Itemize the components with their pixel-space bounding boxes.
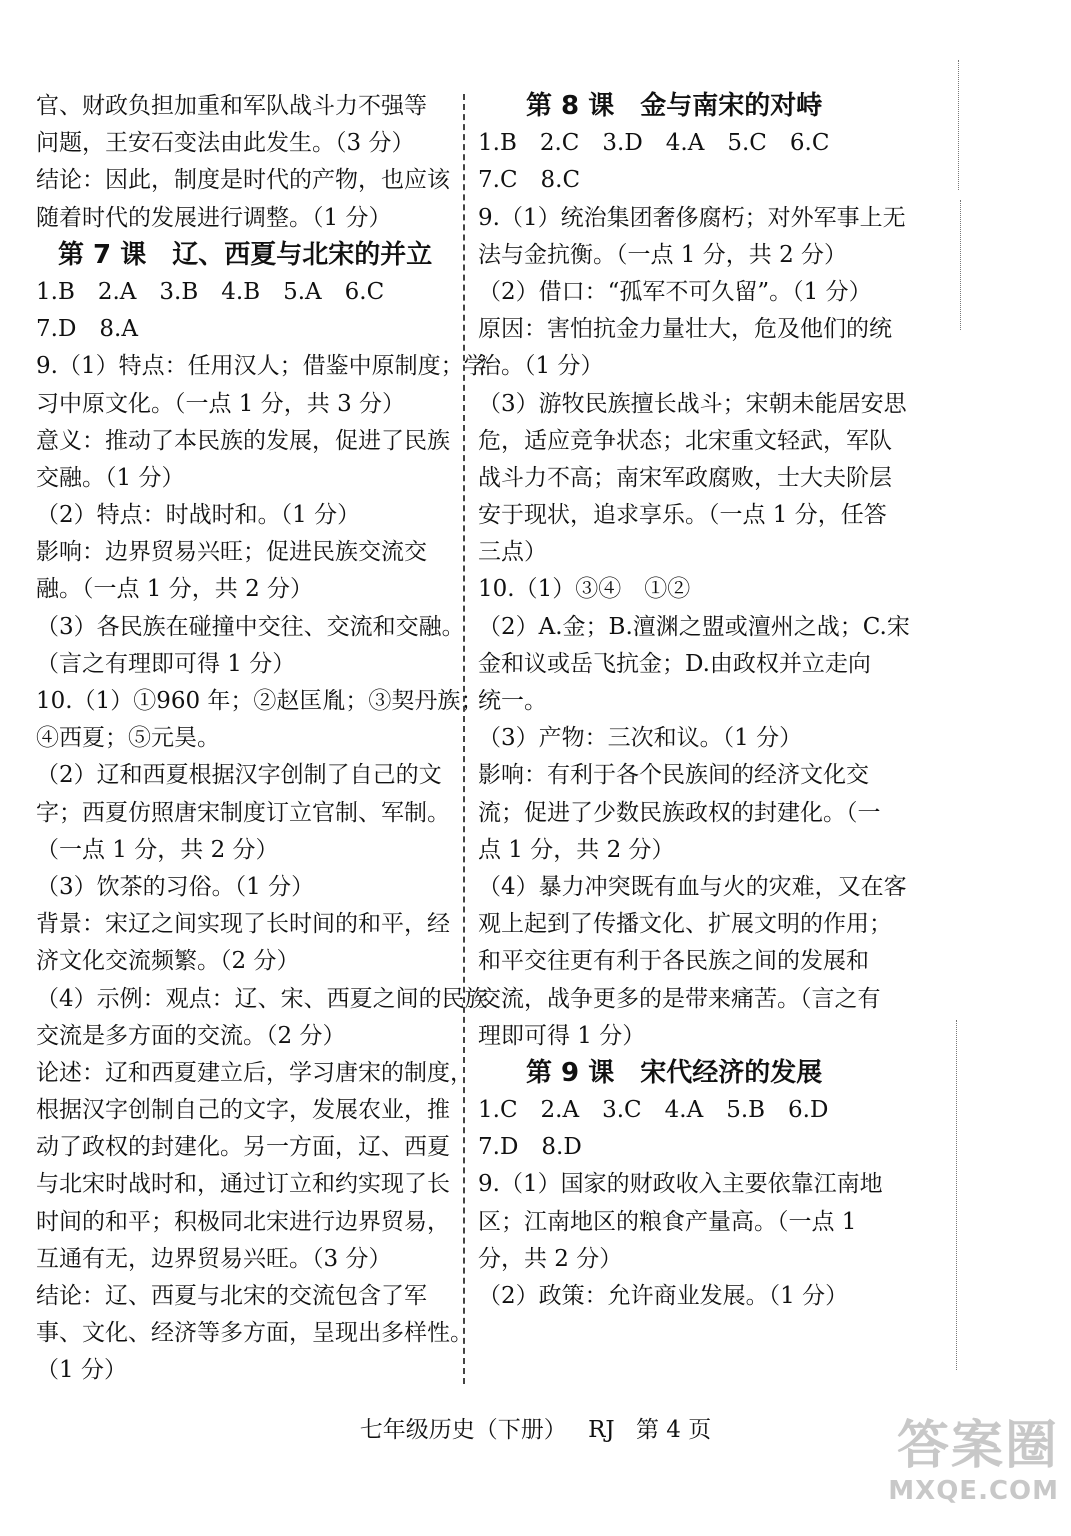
answer-line: （1 分） bbox=[36, 1357, 127, 1384]
answer-line: 时间的和平；积极同北宋进行边界贸易， bbox=[36, 1208, 450, 1235]
answer-line: 金和议或岳飞抗金；D.由政权并立走向 bbox=[478, 650, 871, 677]
answer-line: （2）辽和西夏根据汉字创制了自己的文 bbox=[36, 762, 442, 789]
answer-line: 10.（1）③④ ①② bbox=[478, 576, 691, 603]
answer-line: （2）特点：时战时和。（1 分） bbox=[36, 502, 361, 529]
answer-line: （3）各民族在碰撞中交往、交流和交融。 bbox=[36, 613, 465, 640]
answer-line: 理即可得 1 分） bbox=[478, 1022, 646, 1049]
lesson-heading: 第 7 课 辽、西夏与北宋的并立 bbox=[58, 239, 433, 270]
answer-line: （2）借口：“孤军不可久留”。（1 分） bbox=[478, 278, 872, 305]
watermark-logo bbox=[869, 1416, 1059, 1526]
answer-line: 影响：有利于各个民族间的经济文化交 bbox=[478, 762, 869, 789]
answer-line: 7.D 8.D bbox=[478, 1134, 582, 1161]
answer-line: 点 1 分，共 2 分） bbox=[478, 836, 675, 863]
answer-line: 10.（1）①960 年；②赵匡胤；③契丹族； bbox=[36, 688, 484, 714]
answer-line: 和平交往更有利于各民族之间的发展和 bbox=[478, 948, 869, 975]
page-edge-line bbox=[956, 1020, 957, 1370]
column-divider bbox=[463, 94, 465, 1384]
watermark-domain: MXQE.COM bbox=[888, 1476, 1059, 1506]
answer-line: 7.D 8.A bbox=[36, 316, 138, 343]
answer-line: 官、财政负担加重和军队战斗力不强等 bbox=[36, 93, 427, 119]
answer-line: 法与金抗衡。（一点 1 分，共 2 分） bbox=[478, 241, 848, 268]
answer-line: 7.C 8.C bbox=[478, 167, 581, 194]
answer-line: 流；促进了少数民族政权的封建化。（一 bbox=[478, 799, 881, 826]
answer-line: 结论：辽、西夏与北宋的交流包含了军 bbox=[36, 1283, 427, 1309]
answer-line: 9.（1）国家的财政收入主要依靠江南地 bbox=[478, 1171, 883, 1198]
answer-line: （3）游牧民族擅长战斗；宋朝未能居安思 bbox=[478, 390, 907, 417]
answer-line: 问题，王安石变法由此发生。（3 分） bbox=[36, 130, 415, 157]
answer-line: 9.（1）特点：任用汉人；借鉴中原制度；学 bbox=[36, 353, 487, 380]
page-edge-line bbox=[960, 200, 961, 330]
answer-line: 1.B 2.A 3.B 4.B 5.A 6.C bbox=[36, 278, 385, 305]
left-column bbox=[36, 88, 488, 1390]
answer-line: 交流，战争更多的是带来痛苦。（言之有 bbox=[478, 985, 881, 1012]
answer-line: 随着时代的发展进行调整。（1 分） bbox=[36, 204, 392, 231]
answer-line: 安于现状，追求享乐。（一点 1 分，任答 bbox=[478, 502, 887, 529]
answer-line: 9.（1）统治集团奢侈腐朽；对外军事上无 bbox=[478, 204, 906, 231]
answer-line: 根据汉字创制自己的文字，发展农业，推 bbox=[36, 1097, 450, 1124]
answer-line: 与北宋时战时和，通过订立和约实现了长 bbox=[36, 1171, 450, 1198]
answer-line: 观上起到了传播文化、扩展文明的作用； bbox=[478, 911, 892, 938]
answer-line: 济文化交流频繁。（2 分） bbox=[36, 948, 300, 975]
answer-line: 1.B 2.C 3.D 4.A 5.C 6.C bbox=[478, 130, 830, 157]
answer-line: 交融。（1 分） bbox=[36, 464, 185, 491]
answer-line: 分，共 2 分） bbox=[478, 1245, 623, 1272]
answer-line: （2）政策：允许商业发展。（1 分） bbox=[478, 1283, 849, 1309]
answer-line: 意义：推动了本民族的发展，促进了民族 bbox=[36, 427, 450, 454]
answer-line: 治。（1 分） bbox=[478, 353, 604, 380]
answer-line: （4）暴力冲突既有血与火的灾难，又在客 bbox=[478, 873, 907, 900]
answer-line: 背景：宋辽之间实现了长时间的和平，经 bbox=[36, 911, 450, 938]
answer-line: 事、文化、经济等多方面，呈现出多样性。 bbox=[36, 1320, 473, 1347]
answer-line: 融。（一点 1 分，共 2 分） bbox=[36, 576, 314, 603]
answer-line: 区；江南地区的粮食产量高。（一点 1 bbox=[478, 1208, 857, 1235]
answer-line: （言之有理即可得 1 分） bbox=[36, 650, 296, 677]
right-column bbox=[478, 88, 910, 1315]
answer-line: （3）产物：三次和议。（1 分） bbox=[478, 725, 803, 752]
page-edge-line bbox=[958, 60, 959, 190]
answer-line: 结论：因此，制度是时代的产物，也应该 bbox=[36, 167, 450, 194]
answer-line: 论述：辽和西夏建立后，学习唐宋的制度， bbox=[36, 1059, 473, 1086]
answer-line: 影响：边界贸易兴旺；促进民族交流交 bbox=[36, 539, 427, 566]
footer-page-number: 第 4 页 bbox=[635, 1417, 712, 1443]
answer-line: 统一。 bbox=[478, 688, 547, 714]
answer-line: 三点） bbox=[478, 539, 547, 566]
answer-line: 交流是多方面的交流。（2 分） bbox=[36, 1022, 346, 1049]
answer-line: 动了政权的封建化。另一方面，辽、西夏 bbox=[36, 1134, 450, 1161]
answer-line: 习中原文化。（一点 1 分，共 3 分） bbox=[36, 390, 406, 417]
answer-line: （2）A.金；B.澶渊之盟或澶州之战；C.宋 bbox=[478, 613, 910, 640]
answer-line: 互通有无，边界贸易兴旺。（3 分） bbox=[36, 1245, 392, 1272]
footer-edition: RJ bbox=[588, 1417, 615, 1443]
answer-line: 战斗力不高；南宋军政腐败，士大夫阶层 bbox=[478, 464, 892, 491]
lesson-heading: 第 8 课 金与南宋的对峙 bbox=[526, 91, 823, 121]
answer-line: ④西夏；⑤元昊。 bbox=[36, 725, 220, 752]
answer-line: （3）饮茶的习俗。（1 分） bbox=[36, 873, 315, 900]
footer-book-title: 七年级历史（下册） bbox=[359, 1417, 567, 1443]
answer-line: 危，适应竞争状态；北宋重文轻武，军队 bbox=[478, 427, 892, 454]
answer-line: 原因：害怕抗金力量壮大，危及他们的统 bbox=[478, 316, 892, 343]
answer-line: 1.C 2.A 3.C 4.A 5.B 6.D bbox=[478, 1097, 829, 1124]
answer-line: （4）示例：观点：辽、宋、西夏之间的民族 bbox=[36, 985, 488, 1012]
lesson-heading: 第 9 课 宋代经济的发展 bbox=[526, 1057, 823, 1088]
answer-line: 字；西夏仿照唐宋制度订立官制、军制。 bbox=[36, 799, 450, 826]
watermark-mark: 答案圈 bbox=[896, 1416, 1059, 1476]
answer-line: （一点 1 分，共 2 分） bbox=[36, 836, 279, 863]
